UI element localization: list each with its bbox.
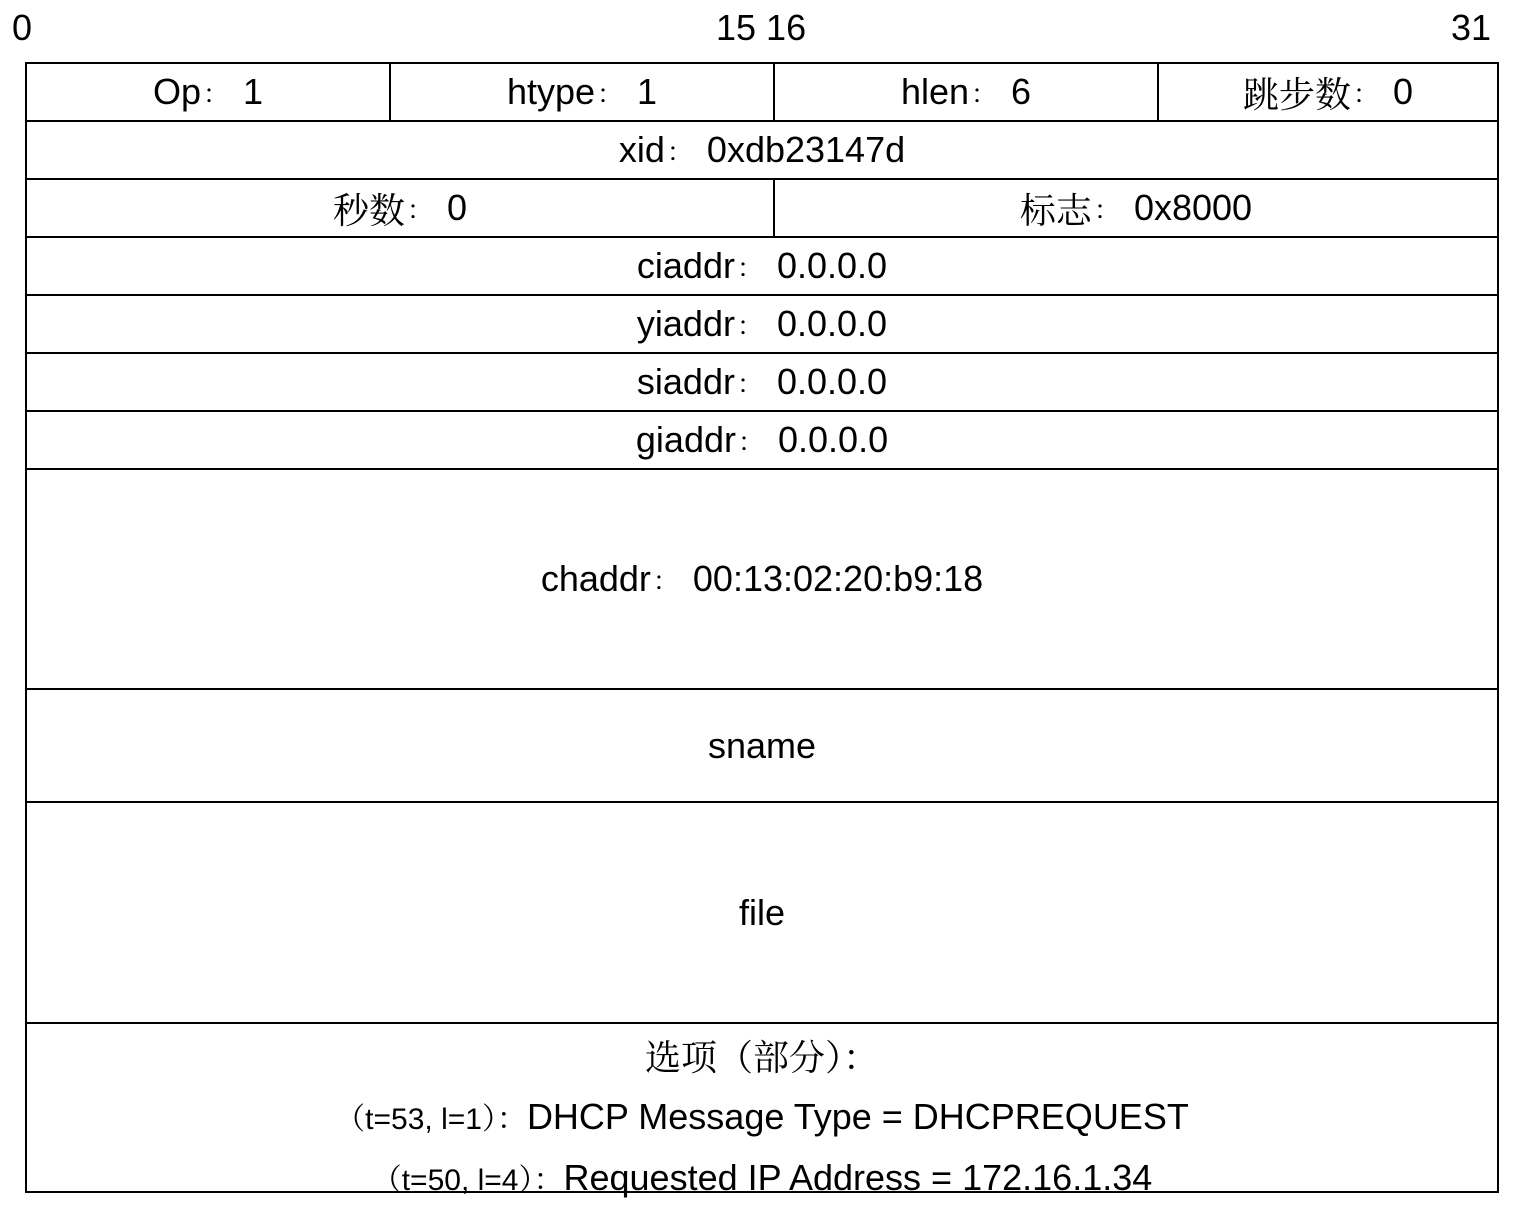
field-xid-colon: ：: [666, 136, 693, 167]
field-htype: [391, 64, 775, 122]
option-tag: （t=50, l=4）：: [371, 1164, 564, 1197]
field-yiaddr-colon: ：: [736, 310, 763, 341]
field-flags-value: 0x8000: [1133, 187, 1253, 228]
field-xid-name: xid: [618, 129, 665, 170]
field-op-colon: ：: [202, 78, 229, 109]
bit-label-0: 0: [12, 7, 33, 48]
field-hops-value: 0: [1393, 71, 1414, 112]
field-hlen-value: 6: [1011, 71, 1032, 112]
field-yiaddr: [27, 296, 1497, 354]
field-sname: [27, 690, 1497, 803]
field-hops-name: 跳步数: [1242, 74, 1351, 116]
field-sname-name: sname: [707, 724, 817, 766]
field-op: [27, 64, 391, 122]
dhcp-packet-diagram: [25, 62, 1499, 1198]
options-title: 选项（部分）：: [644, 1038, 879, 1079]
field-ciaddr: [27, 238, 1497, 296]
field-siaddr-colon: ：: [736, 368, 763, 399]
field-secs-name: 秒数: [332, 190, 405, 232]
field-htype-colon: ：: [597, 78, 624, 109]
field-ciaddr-name: ciaddr: [636, 245, 735, 286]
option-tag: （t=53, l=1）：: [335, 1103, 527, 1136]
field-ciaddr-colon: ：: [736, 252, 763, 283]
field-hops-colon: ：: [1352, 78, 1379, 109]
field-flags: [775, 180, 1497, 238]
field-op-name: Op: [152, 71, 201, 112]
field-hlen-name: hlen: [900, 71, 969, 112]
field-ciaddr-value: 0.0.0.0: [776, 245, 888, 286]
field-giaddr-value: 0.0.0.0: [778, 419, 889, 460]
bit-label-15-16: 15 16: [716, 7, 807, 48]
field-file: [27, 803, 1497, 1024]
field-xid: [27, 122, 1497, 180]
option-text: DHCP Message Type = DHCPREQUEST: [526, 1096, 1189, 1137]
field-chaddr-value: 00:13:02:20:b9:18: [692, 558, 984, 599]
field-chaddr-name: chaddr: [540, 558, 651, 599]
field-htype-name: htype: [506, 71, 596, 112]
field-secs: [27, 180, 775, 238]
field-options: [27, 1024, 1497, 1210]
option-item: [335, 1088, 1189, 1149]
field-giaddr-colon: ：: [737, 426, 764, 457]
option-text: Requested IP Address = 172.16.1.34: [563, 1157, 1153, 1198]
field-hlen: [775, 64, 1159, 122]
field-flags-name: 标志: [1019, 190, 1092, 232]
field-hlen-colon: ：: [971, 78, 998, 109]
field-giaddr-name: giaddr: [635, 419, 736, 460]
field-htype-value: 1: [637, 71, 658, 112]
field-hops: [1159, 64, 1497, 122]
field-op-value: 1: [243, 71, 264, 112]
field-yiaddr-name: yiaddr: [636, 303, 735, 344]
field-xid-value: 0xdb23147d: [706, 129, 906, 170]
field-chaddr-colon: ：: [652, 565, 679, 596]
field-siaddr-name: siaddr: [636, 361, 735, 402]
field-giaddr: [27, 412, 1497, 470]
field-secs-value: 0: [447, 187, 468, 228]
field-flags-colon: ：: [1093, 194, 1120, 225]
option-item: [372, 1149, 1153, 1210]
field-chaddr: [27, 470, 1497, 690]
field-yiaddr-value: 0.0.0.0: [776, 303, 888, 344]
field-secs-colon: ：: [406, 194, 433, 225]
field-siaddr-value: 0.0.0.0: [776, 361, 888, 402]
field-file-name: file: [738, 891, 786, 933]
bit-label-31: 31: [1451, 7, 1492, 48]
field-siaddr: [27, 354, 1497, 412]
